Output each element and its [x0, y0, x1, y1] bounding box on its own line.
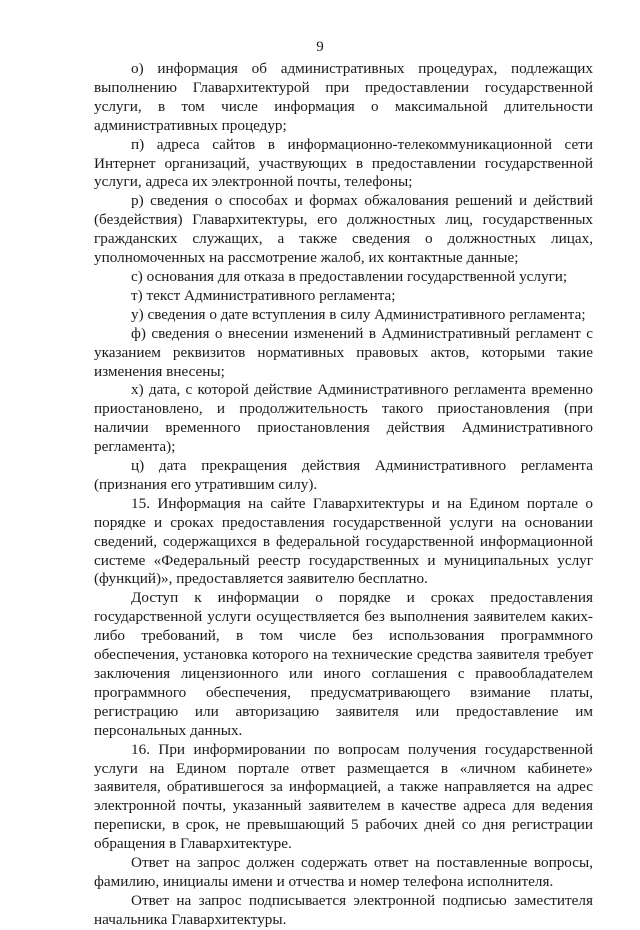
page-number: 9 — [316, 39, 324, 55]
paragraph-response-signature: Ответ на запрос подписывается электронной подписью заместителя начальника Главархитектуры. — [94, 891, 593, 928]
paragraph-u-effective-date: у) сведения о дате вступления в силу Административного регламента; — [131, 305, 586, 323]
paragraph-ts-termination: ц) дата прекращения действия Административного регламента (признания его утратившим силу). — [94, 457, 593, 493]
paragraph-15-information: 15. Информация на сайте Главархитектуры и на Едином портале о порядке и сроках предоставления государственной услуги на основании сведений, содержащихся в федеральной государственной информационной системе «Федеральный реестр государственных и муниципальных услуг (функций)», предоставляется заявителю бесплатно. — [94, 494, 593, 588]
paragraph-s-refusal-grounds: с) основания для отказа в предоставлении государственной услуги; — [131, 267, 568, 285]
paragraph-kh-suspension: х) дата, с которой действие Административного регламента временно приостановлено, и продолжительность такого приостановления (при наличии временного приостановления действия Административного регламента); — [94, 381, 593, 456]
paragraph-f-amendments: ф) сведения о внесении изменений в Административный регламент с указанием реквизитов нормативных правовых актов, которыми такие изменения внесены; — [94, 324, 593, 380]
paragraph-response-content: Ответ на запрос должен содержать ответ на поставленные вопросы, фамилию, инициалы имени и отчества и номер телефона исполнителя. — [94, 854, 593, 890]
paragraph-access-to-information: Доступ к информации о порядке и сроках предоставления государственной услуги осуществляется без выполнения заявителем каких-либо требований, в том числе без использования программного обеспечения, установка которого на технические средства заявителя требует заключения лицензионного или иного соглашения с правообладателем программного обеспечения, предусматривающего взимание платы, регистрацию или авторизацию заявителя или предоставление им персональных данных. — [94, 589, 593, 739]
paragraph-p-website-addresses: п) адреса сайтов в информационно-телекоммуникационной сети Интернет организаций, участвующих в предоставлении государственной услуги, адреса их электронной почты, телефоны; — [94, 135, 593, 191]
paragraph-t-regulation-text: т) текст Административного регламента; — [131, 286, 396, 304]
paragraph-r-appeal-methods: р) сведения о способах и формах обжалования решений и действий (бездействия) Главархитектуры, его должностных лиц, государственных гражданских служащих, а также сведения о должностных лицах, уполномоченных на рассмотрение жалоб, их контактные данные; — [94, 192, 593, 267]
document-body — [94, 60, 593, 930]
paragraph-16-informing: 16. При информировании по вопросам получения государственной услуги на Едином портале ответ размещается в «личном кабинете» заявителя, обратившегося за информацией, а также направляется на адрес электронной почты, указанный заявителем в качестве адреса для ведения переписки, в срок, не превышающий 5 рабочих дней со дня регистрации обращения в Главархитектуре. — [94, 740, 593, 853]
paragraph-o-admin-procedures: о) информация об административных процедурах, подлежащих выполнению Главархитектурой при предоставлении государственной услуги, в том числе информация о максимальной длительности административных процедур; — [94, 60, 593, 134]
